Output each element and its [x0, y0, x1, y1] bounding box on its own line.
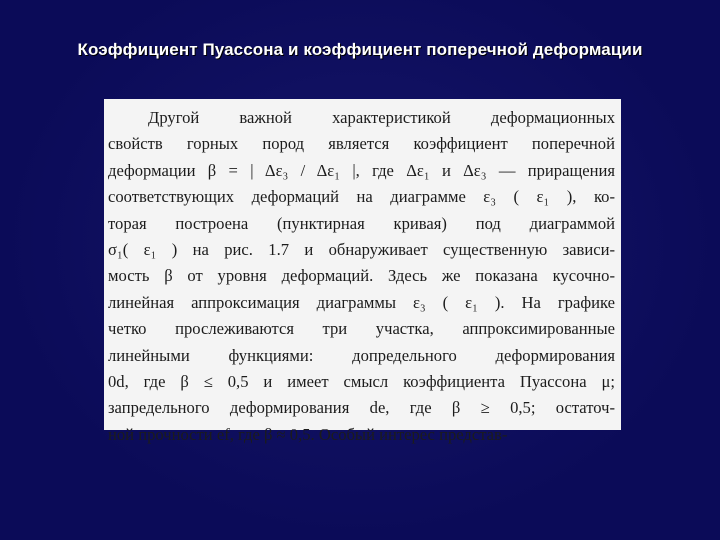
text-line: четко прослеживаются три участка, аппроксимированные	[108, 319, 615, 339]
text-line: ной прочности ef, где β ≈ 0,5. Особый интерес представ-	[108, 424, 508, 444]
text-line: свойств горных пород является коэффициент поперечной	[108, 134, 615, 154]
text-line: σ₁( ε₁ ) на рис. 1.7 и обнаруживает существенную зависи-	[108, 239, 615, 259]
scanned-text-image	[104, 99, 621, 444]
text-line: линейными функциями: допредельного деформирования	[108, 345, 615, 365]
text-line: линейная аппроксимация диаграммы ε₃ ( ε₁ ). На графике	[108, 292, 615, 312]
text-line: мость β от уровня деформаций. Здесь же показана кусочно-	[108, 266, 615, 286]
text-line: запредельного деформирования de, где β ≥ 0,5; остаточ-	[108, 398, 615, 418]
text-line: 0d, где β ≤ 0,5 и имеет смысл коэффициента Пуассона μ;	[108, 371, 615, 391]
text-line: торая построена (пунктирная кривая) под диаграммой	[108, 213, 615, 233]
slide-title: Коэффициент Пуассона и коэффициент поперечной деформации	[77, 40, 643, 59]
text-line: деформации β = | Δε₃ / Δε₁ |, где Δε₁ и Δε₃ — приращения	[108, 160, 615, 180]
text-line: соответствующих деформаций на диаграмме ε₃ ( ε₁ ), ко-	[108, 187, 615, 207]
text-line: Другой важной характеристикой деформационных	[148, 108, 615, 127]
